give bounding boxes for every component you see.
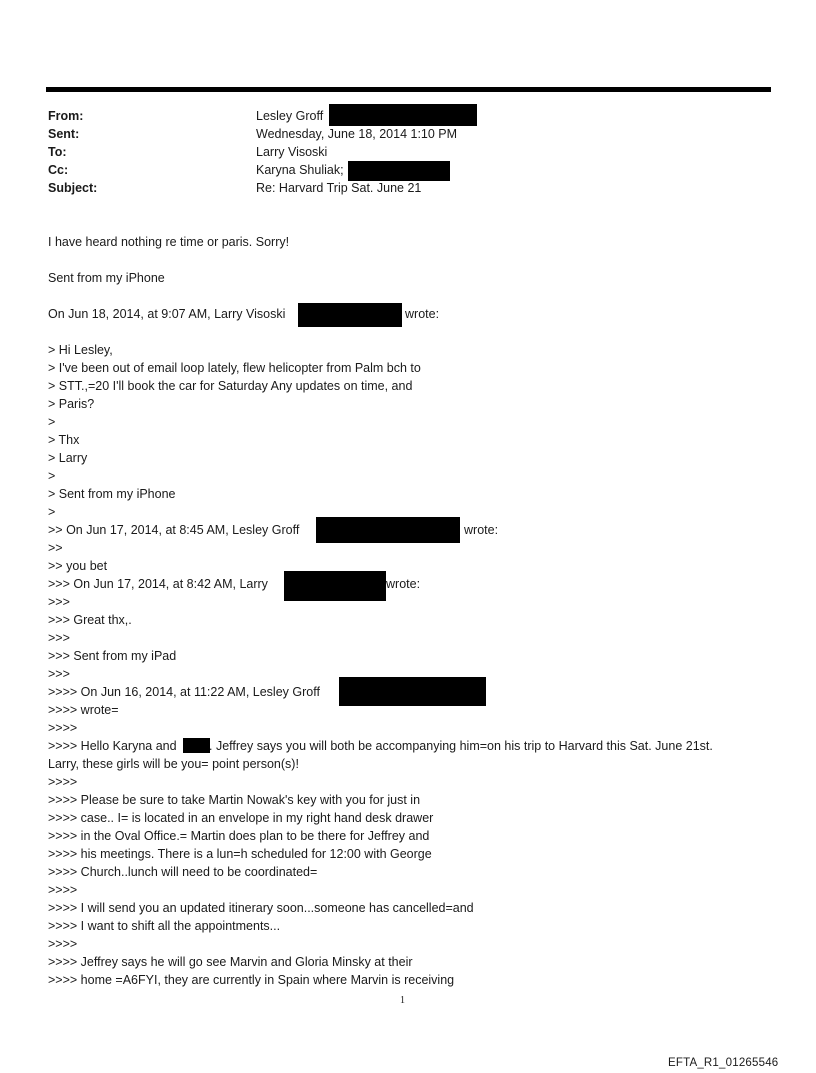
- body-line: wrote:: [386, 577, 421, 591]
- body-line: Larry, these girls will be you= point person(s)!: [48, 757, 299, 771]
- sent-label: Sent:: [48, 127, 80, 141]
- body-line: >>>> On Jun 16, 2014, at 11:22 AM, Lesley Groff: [48, 685, 320, 699]
- body-line: > I've been out of email loop lately, flew helicopter from Palm bch to: [48, 361, 421, 375]
- body-line: >>>> I will send you an updated itinerary soon...someone has cancelled=and: [48, 901, 474, 915]
- body-line: > Sent from my iPhone: [48, 487, 176, 501]
- subject-label: Subject:: [48, 181, 98, 195]
- redaction-box: [339, 677, 486, 706]
- body-line: >>>> home =A6FYI, they are currently in Spain where Marvin is receiving: [48, 973, 455, 987]
- body-line: >>: [48, 541, 63, 555]
- body-line: >>>: [48, 595, 70, 609]
- sent-value: Wednesday, June 18, 2014 1:10 PM: [256, 127, 458, 141]
- from-label: From:: [48, 109, 84, 123]
- body-line: >>>: [48, 667, 70, 681]
- body-line: >>>: [48, 631, 70, 645]
- body-line: >: [48, 415, 56, 429]
- header-divider: [46, 87, 771, 92]
- body-line: >>> Sent from my iPad: [48, 649, 177, 663]
- body-line: >>>> wrote=: [48, 703, 119, 717]
- redaction-box: [316, 517, 460, 543]
- body-line: >>>>: [48, 775, 78, 789]
- body-line: >>>> his meetings. There is a lun=h scheduled for 12:00 with George: [48, 847, 432, 861]
- body-line: >>>> Church..lunch will need to be coordinated=: [48, 865, 318, 879]
- body-line: > Larry: [48, 451, 88, 465]
- body-line: I have heard nothing re time or paris. Sorry!: [48, 235, 290, 249]
- body-line: > STT.,=20 I'll book the car for Saturday Any updates on time, and: [48, 379, 413, 393]
- body-line: . Jeffrey says you will both be accompanying him=on his trip to Harvard this Sat. June 21st.: [209, 739, 713, 753]
- body-line: wrote:: [464, 523, 499, 537]
- redaction-box: [183, 738, 210, 753]
- cc-value: Karyna Shuliak;: [256, 163, 344, 177]
- body-line: >> On Jun 17, 2014, at 8:45 AM, Lesley Groff: [48, 523, 300, 537]
- body-line: On Jun 18, 2014, at 9:07 AM, Larry Visoski: [48, 307, 286, 321]
- body-line: >>>>: [48, 883, 78, 897]
- body-line: >>>> case.. I= is located in an envelope in my right hand desk drawer: [48, 811, 434, 825]
- body-line: Sent from my iPhone: [48, 271, 165, 285]
- body-line: >>>> Please be sure to take Martin Nowak's key with you for just in: [48, 793, 421, 807]
- redaction-box: [329, 104, 477, 126]
- body-line: > Thx: [48, 433, 80, 447]
- page-number: 1: [400, 995, 405, 1006]
- body-line: >: [48, 469, 56, 483]
- body-line: >>> Great thx,.: [48, 613, 132, 627]
- to-label: To:: [48, 145, 67, 159]
- body-line: >>>>: [48, 721, 78, 735]
- body-line: wrote:: [405, 307, 440, 321]
- body-line: >>>> Hello Karyna and: [48, 739, 177, 753]
- body-line: > Paris?: [48, 397, 95, 411]
- body-line: >: [48, 505, 56, 519]
- body-line: >>>> in the Oval Office.= Martin does plan to be there for Jeffrey and: [48, 829, 430, 843]
- from-value: Lesley Groff: [256, 109, 324, 123]
- to-value: Larry Visoski: [256, 145, 328, 159]
- body-line: >>>> I want to shift all the appointments...: [48, 919, 281, 933]
- body-line: >>>> Jeffrey says he will go see Marvin and Gloria Minsky at their: [48, 955, 413, 969]
- body-line: >> you bet: [48, 559, 108, 573]
- body-line: > Hi Lesley,: [48, 343, 113, 357]
- redaction-box: [348, 161, 450, 181]
- bates-number: EFTA_R1_01265546: [668, 1057, 779, 1069]
- subject-value: Re: Harvard Trip Sat. June 21: [256, 181, 422, 195]
- redaction-box: [284, 571, 386, 601]
- body-line: >>>>: [48, 937, 78, 951]
- body-line: >>> On Jun 17, 2014, at 8:42 AM, Larry: [48, 577, 268, 591]
- redaction-box: [298, 303, 402, 327]
- cc-label: Cc:: [48, 163, 69, 177]
